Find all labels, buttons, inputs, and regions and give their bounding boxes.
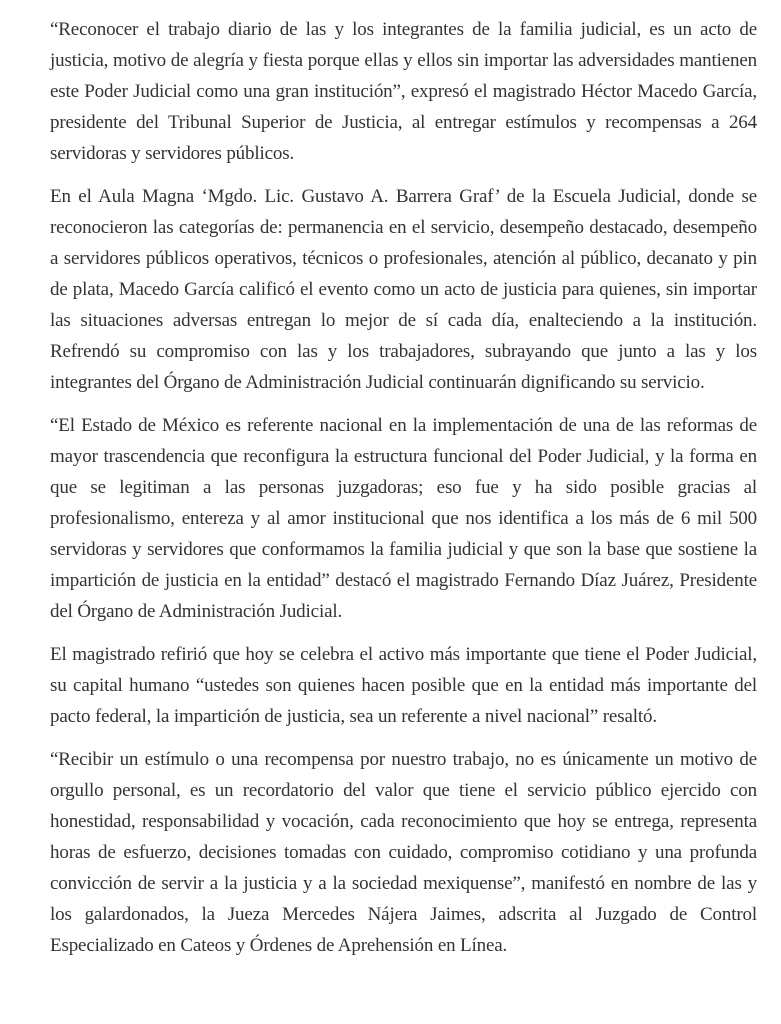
paragraph-aula-magna: En el Aula Magna ‘Mgdo. Lic. Gustavo A. Barrera Graf’ de la Escuela Judicial, donde se reconocieron las categorías de: permanencia en el servicio, desempeño destacado, desempeño a servidores públicos operativos, técnicos o profesionales, atención al público, decanato y pin de plata, Macedo García calificó el evento como un acto de justicia para quienes, sin importar las situaciones adversas entregan lo mejor de sí cada día, enalteciendo a la institución. Refrendó su compromiso con las y los trabajadores, subrayando que junto a las y los integrantes del Órgano de Administración Judicial continuarán dignificando su servicio. [50,186,757,393]
paragraph-quote-najera: “Recibir un estímulo o una recompensa por nuestro trabajo, no es únicamente un motivo de orgullo personal, es un recordatorio del valor que tiene el servicio público ejercido con honestidad, responsabilidad y vocación, cada reconocimiento que hoy se entrega, representa horas de esfuerzo, decisiones tomadas con cuidado, compromiso cotidiano y una profunda convicción de servir a la justicia y a la sociedad mexiquense”, manifestó en nombre de las y los galardonados, la Jueza Mercedes Nájera Jaimes, adscrita al Juzgado de Control Especializado en Cateos y Órdenes de Aprehensión en Línea. [50,749,757,956]
paragraph-quote-diaz: “El Estado de México es referente nacional en la implementación de una de las reformas de mayor trascendencia que reconfigura la estructura funcional del Poder Judicial, y la forma en que se legitiman a las personas juzgadoras; eso fue y ha sido posible gracias al profesionalismo, entereza y al amor institucional que nos identifica a los más de 6 mil 500 servidoras y servidores que conformamos la familia judicial y que son la base que sostiene la impartición de justicia en la entidad” destacó el magistrado Fernando Díaz Juárez, Presidente del Órgano de Administración Judicial. [50,415,757,622]
article-body [50,14,757,973]
paragraph-capital-humano: El magistrado refirió que hoy se celebra el activo más importante que tiene el Poder Judicial, su capital humano “ustedes son quienes hacen posible que en la entidad más importante del pacto federal, la impartición de justicia, sea un referente a nivel nacional” resaltó. [50,644,757,727]
paragraph-quote-macedo: “Reconocer el trabajo diario de las y los integrantes de la familia judicial, es un acto de justicia, motivo de alegría y fiesta porque ellas y ellos sin importar las adversidades mantienen este Poder Judicial como una gran institución”, expresó el magistrado Héctor Macedo García, presidente del Tribunal Superior de Justicia, al entregar estímulos y recompensas a 264 servidoras y servidores públicos. [50,19,757,164]
